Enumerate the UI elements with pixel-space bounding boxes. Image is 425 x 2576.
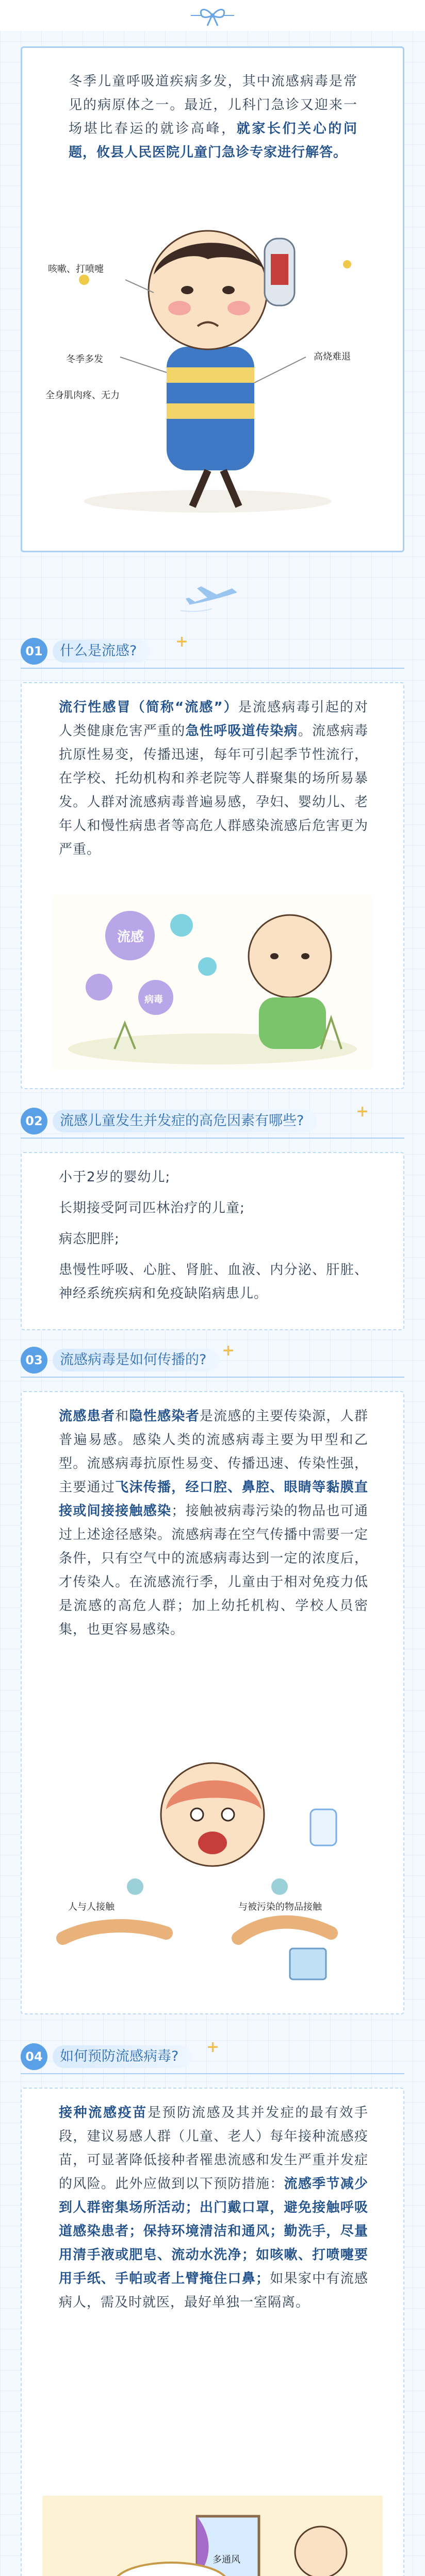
list-item: 小于2岁的婴幼儿;	[59, 1170, 171, 1185]
section3-term-1: 流感患者	[59, 1409, 116, 1424]
divider	[21, 1377, 404, 1378]
plus-icon: +	[356, 1103, 369, 1121]
section4-text-1: 是预防流感及其并发症的最有效手段，建议易感人群（儿童、老人）每年接种流感疫苗，可显著降低接种者罹患流感和发生严重并发症的风险。此外应做到以下预防措施：	[59, 2105, 368, 2192]
section1-number: 01	[21, 638, 47, 665]
symptom-label-muscle: 全身肌肉疼、无力	[45, 390, 120, 401]
intro-paragraph	[69, 70, 357, 164]
section1-card	[21, 682, 404, 1089]
section4-card	[21, 2088, 404, 2576]
section1-term: 流行性感冒（简称“流感”）	[59, 700, 238, 715]
divider	[21, 2073, 404, 2074]
section3-paragraph	[59, 1404, 368, 1641]
top-banner	[0, 0, 425, 31]
section3-heading	[21, 1347, 279, 1374]
risk-factor-list	[59, 1165, 368, 1306]
section2-title: 流感儿童发生并发症的高危因素有哪些?	[53, 1110, 317, 1132]
section4-emphasis: 流感季节减少到人群密集场所活动；出门戴口罩，避免接触呼吸道感染患者；保持环境清洁和通风；勤洗手，尽量用清手液或肥皂、流动水洗净；如咳嗽、打喷嚏要用手纸、手帕或者上臂掩住口鼻；	[59, 2176, 368, 2286]
plus-icon: +	[206, 2038, 220, 2056]
virus-label-flu: 流感	[117, 929, 144, 945]
section3-emphasis: 飞沫传播，经口腔、鼻腔、眼睛等黏膜直接或间接接触感染	[59, 1480, 368, 1519]
section4-heading	[21, 2043, 279, 2070]
section4-number: 04	[21, 2043, 47, 2070]
plus-icon: +	[222, 1342, 235, 1360]
ribbon-bow-icon	[191, 4, 234, 27]
symptom-label-cough: 咳嗽、打喷嚏	[48, 264, 104, 275]
section1-emphasis: 急性呼吸道传染病	[185, 723, 298, 739]
section4-term: 接种流感疫苗	[59, 2105, 148, 2121]
divider	[21, 1138, 404, 1139]
symptom-label-winter: 冬季多发	[66, 354, 103, 365]
section3-text-1: 和	[115, 1409, 129, 1424]
airplane-icon	[181, 582, 242, 618]
section1-paragraph	[59, 696, 368, 861]
section3-text-3: ；接触被病毒污染的物品也可通过上述途径感染。流感病毒在空气传播中需要一定条件，只有空气中的流感病毒达到一定的浓度后，才传染人。在流感流行季，儿童由于相对免疫力低是流感的高危人群；加上幼托机构、学校人员密集，也更容易感染。	[59, 1503, 368, 1637]
section1-heading	[21, 638, 279, 665]
list-item: 长期接受阿司匹林治疗的儿童;	[59, 1200, 245, 1216]
section1-text-1: 是流感病毒引起的对人类健康危害严重的	[59, 700, 368, 739]
section3-card	[21, 1391, 404, 2014]
section1-title: 什么是流感?	[53, 640, 150, 663]
section1-text-2: 。流感病毒抗原性易变，传播迅速，每年可引起季节性流行，在学校、托幼机构和养老院等人群聚集的场所易暴发。人群对流感病毒普遍易感，孕妇、婴幼儿、老年人和慢性病患者等高危人群感染流感后危害更为严重。	[59, 723, 368, 857]
virus-label-virus: 病毒	[144, 994, 163, 1005]
prevention-label-ventilate: 多通风	[213, 2554, 240, 2565]
section2-heading	[21, 1108, 404, 1134]
section3-title: 流感病毒是如何传播的?	[53, 1349, 220, 1371]
transmission-label-objects: 与被污染的物品接触	[238, 1902, 322, 1912]
virus-child-illustration	[53, 894, 372, 1070]
sick-child-illustration	[38, 202, 388, 522]
list-item: 患慢性呼吸、心脏、肾脏、血液、内分泌、肝脏、神经系统疾病和免疫缺陷病患儿。	[59, 1262, 368, 1301]
intro-text: 冬季儿童呼吸道疾病多发，其中流感病毒是常见的病原体之一。最近，儿科门急诊又迎来一场堪比春运的就诊高峰，	[69, 74, 357, 137]
intro-card	[21, 46, 404, 552]
transmission-illustration	[42, 1753, 383, 1995]
symptom-label-fever: 高烧难退	[314, 351, 351, 362]
section4-title: 如何预防流感病毒?	[53, 2045, 192, 2068]
divider	[21, 668, 404, 669]
plus-icon: +	[175, 633, 189, 651]
section3-number: 03	[21, 1347, 47, 1374]
section4-paragraph	[59, 2101, 368, 2314]
section4-text-2: 如果家中有流感病人，需及时就医，最好单独一室隔离。	[59, 2271, 368, 2310]
section2-card	[21, 1152, 404, 1330]
section3-term-2: 隐性感染者	[129, 1409, 200, 1424]
transmission-label-person: 人与人接触	[68, 1902, 115, 1912]
intro-emphasis: 就家长们关心的问题，攸县人民医院儿童门急诊专家进行解答。	[69, 121, 357, 160]
prevention-illustration	[42, 2496, 383, 2576]
section3-text-2: 是流感的主要传染源，人群普遍易感。感染人类的流感病毒主要为甲型和乙型。流感病毒抗原性易变、传播迅速、传染性强，主要通过	[59, 1409, 368, 1495]
section2-number: 02	[21, 1108, 47, 1134]
list-item: 病态肥胖;	[59, 1231, 120, 1247]
